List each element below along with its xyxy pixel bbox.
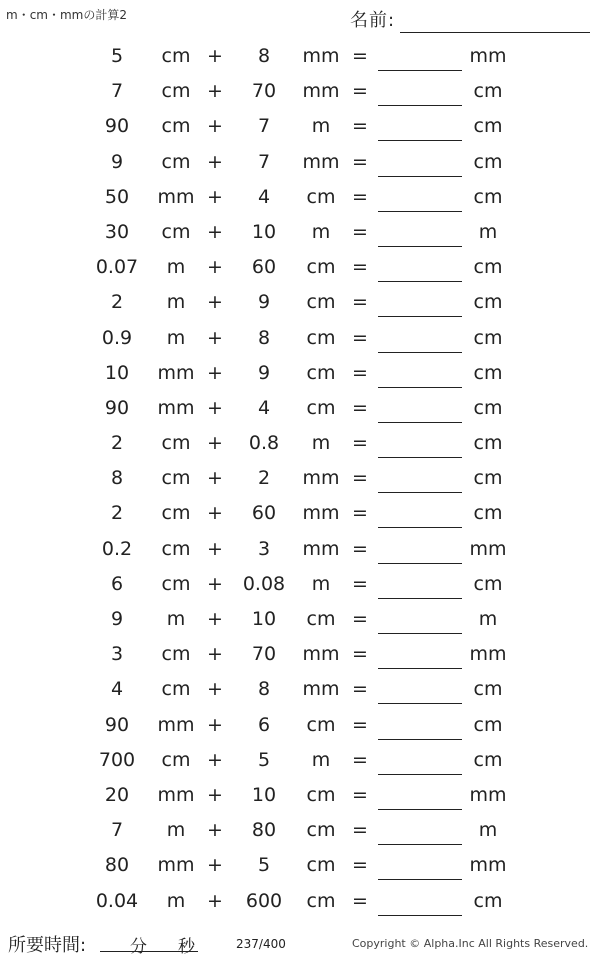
answer-blank[interactable] [378, 316, 462, 317]
problem-row [0, 251, 600, 286]
problem-row [0, 75, 600, 110]
answer-blank[interactable] [378, 809, 462, 810]
first-unit: mm [157, 783, 195, 806]
answer-unit: cm [473, 889, 503, 912]
problem-row [0, 533, 600, 568]
plus-sign: + [207, 115, 223, 138]
first-value: 30 [104, 220, 130, 243]
first-unit: cm [161, 150, 191, 173]
first-unit: cm [161, 537, 191, 560]
answer-unit: cm [473, 185, 503, 208]
answer-unit: cm [473, 467, 503, 490]
first-unit: cm [161, 115, 191, 138]
first-value: 90 [104, 115, 130, 138]
answer-blank[interactable] [378, 492, 462, 493]
second-unit: m [311, 748, 331, 771]
first-value: 0.04 [95, 889, 139, 912]
equals-sign: = [352, 502, 368, 525]
plus-sign: + [207, 783, 223, 806]
problem-row [0, 110, 600, 145]
answer-unit: cm [473, 678, 503, 701]
first-unit: mm [157, 361, 195, 384]
problem-row [0, 392, 600, 427]
answer-blank[interactable] [378, 70, 462, 71]
answer-unit: m [478, 819, 498, 842]
second-value: 0.08 [242, 572, 286, 595]
first-value: 7 [110, 819, 124, 842]
first-unit: m [166, 256, 186, 279]
equals-sign: = [352, 889, 368, 912]
second-unit: mm [302, 502, 340, 525]
answer-unit: mm [469, 45, 507, 67]
second-value: 70 [251, 643, 277, 666]
second-value: 8 [257, 326, 271, 349]
first-unit: mm [157, 185, 195, 208]
answer-unit: cm [473, 502, 503, 525]
equals-sign: = [352, 361, 368, 384]
problem-row [0, 40, 600, 75]
first-value: 90 [104, 396, 130, 419]
first-value: 2 [110, 502, 124, 525]
first-unit: cm [161, 502, 191, 525]
second-value: 4 [257, 185, 271, 208]
equals-sign: = [352, 150, 368, 173]
plus-sign: + [207, 572, 223, 595]
first-value: 50 [104, 185, 130, 208]
answer-unit: m [478, 608, 498, 630]
second-unit: m [311, 572, 331, 595]
answer-unit: cm [473, 326, 503, 349]
first-value: 4 [110, 678, 124, 701]
answer-blank[interactable] [378, 879, 462, 880]
answer-unit: cm [473, 713, 503, 736]
plus-sign: + [207, 889, 223, 912]
first-value: 20 [104, 783, 130, 806]
first-value: 80 [104, 854, 130, 877]
second-unit: cm [306, 889, 336, 912]
first-unit: m [166, 608, 186, 630]
second-value: 5 [257, 854, 271, 877]
equals-sign: = [352, 678, 368, 701]
first-unit: m [166, 326, 186, 349]
answer-blank[interactable] [378, 774, 462, 775]
second-unit: mm [302, 467, 340, 490]
name-label: 名前: [350, 10, 396, 31]
first-value: 9 [110, 150, 124, 173]
plus-sign: + [207, 361, 223, 384]
second-unit: cm [306, 326, 336, 349]
problem-row [0, 814, 600, 849]
answer-unit: m [478, 220, 498, 243]
second-unit: mm [302, 45, 340, 67]
answer-blank[interactable] [378, 281, 462, 282]
second-value: 10 [251, 783, 277, 806]
first-unit: mm [157, 396, 195, 419]
equals-sign: = [352, 220, 368, 243]
problem-row [0, 497, 600, 532]
seconds-label: 秒 [178, 937, 195, 957]
answer-blank[interactable] [378, 739, 462, 740]
plus-sign: + [207, 537, 223, 560]
answer-unit: cm [473, 256, 503, 279]
answer-unit: mm [469, 643, 507, 666]
second-unit: cm [306, 819, 336, 842]
answer-unit: cm [473, 432, 503, 455]
second-value: 8 [257, 678, 271, 701]
second-value: 60 [251, 502, 277, 525]
equals-sign: = [352, 608, 368, 630]
plus-sign: + [207, 432, 223, 455]
answer-blank[interactable] [378, 246, 462, 247]
plus-sign: + [207, 326, 223, 349]
answer-unit: cm [473, 748, 503, 771]
problem-row [0, 146, 600, 181]
answer-blank[interactable] [378, 598, 462, 599]
problem-row [0, 286, 600, 321]
first-unit: m [166, 291, 186, 314]
second-value: 10 [251, 220, 277, 243]
plus-sign: + [207, 185, 223, 208]
answer-unit: cm [473, 572, 503, 595]
answer-unit: cm [473, 80, 503, 103]
plus-sign: + [207, 220, 223, 243]
answer-blank[interactable] [378, 633, 462, 634]
answer-blank[interactable] [378, 422, 462, 423]
second-value: 7 [257, 150, 271, 173]
answer-unit: cm [473, 150, 503, 173]
second-value: 2 [257, 467, 271, 490]
second-unit: mm [302, 678, 340, 701]
plus-sign: + [207, 678, 223, 701]
first-unit: cm [161, 432, 191, 455]
plus-sign: + [207, 748, 223, 771]
first-value: 9 [110, 608, 124, 630]
first-value: 0.9 [101, 326, 133, 349]
second-unit: cm [306, 396, 336, 419]
equals-sign: = [352, 256, 368, 279]
answer-blank[interactable] [378, 563, 462, 564]
name-field[interactable] [350, 6, 590, 34]
answer-blank[interactable] [378, 176, 462, 177]
first-value: 0.07 [95, 256, 139, 279]
second-unit: mm [302, 537, 340, 560]
second-value: 80 [251, 819, 277, 842]
answer-blank[interactable] [378, 703, 462, 704]
first-unit: cm [161, 643, 191, 666]
problem-row [0, 849, 600, 884]
first-unit: cm [161, 467, 191, 490]
answer-unit: cm [473, 291, 503, 314]
problem-row [0, 709, 600, 744]
equals-sign: = [352, 819, 368, 842]
second-unit: m [311, 115, 331, 138]
plus-sign: + [207, 608, 223, 630]
plus-sign: + [207, 396, 223, 419]
second-value: 0.8 [248, 432, 280, 455]
first-value: 5 [110, 45, 124, 67]
equals-sign: = [352, 115, 368, 138]
problem-row [0, 322, 600, 357]
second-unit: mm [302, 150, 340, 173]
answer-blank[interactable] [378, 140, 462, 141]
first-unit: m [166, 889, 186, 912]
first-unit: mm [157, 854, 195, 877]
first-value: 6 [110, 572, 124, 595]
second-unit: cm [306, 361, 336, 384]
first-value: 3 [110, 643, 124, 666]
problem-list [0, 40, 600, 920]
equals-sign: = [352, 396, 368, 419]
second-value: 5 [257, 748, 271, 771]
plus-sign: + [207, 819, 223, 842]
equals-sign: = [352, 713, 368, 736]
first-value: 0.2 [101, 537, 133, 560]
problem-row [0, 885, 600, 920]
first-value: 90 [104, 713, 130, 736]
second-value: 600 [245, 889, 283, 912]
answer-unit: mm [469, 854, 507, 877]
answer-blank[interactable] [378, 387, 462, 388]
equals-sign: = [352, 80, 368, 103]
equals-sign: = [352, 643, 368, 666]
first-unit: cm [161, 572, 191, 595]
second-value: 4 [257, 396, 271, 419]
name-underline[interactable] [400, 32, 590, 33]
problem-row [0, 603, 600, 638]
answer-unit: cm [473, 396, 503, 419]
plus-sign: + [207, 467, 223, 490]
plus-sign: + [207, 45, 223, 67]
second-unit: cm [306, 713, 336, 736]
second-unit: cm [306, 185, 336, 208]
second-unit: cm [306, 291, 336, 314]
problem-row [0, 462, 600, 497]
answer-blank[interactable] [378, 527, 462, 528]
first-unit: cm [161, 45, 191, 67]
second-value: 60 [251, 256, 277, 279]
page-number: 237/400 [236, 937, 286, 951]
plus-sign: + [207, 256, 223, 279]
problem-row [0, 638, 600, 673]
equals-sign: = [352, 467, 368, 490]
equals-sign: = [352, 572, 368, 595]
problem-row [0, 744, 600, 779]
answer-blank[interactable] [378, 457, 462, 458]
second-unit: cm [306, 783, 336, 806]
answer-blank[interactable] [378, 668, 462, 669]
second-unit: m [311, 432, 331, 455]
problem-row [0, 568, 600, 603]
minutes-label: 分 [130, 937, 147, 957]
answer-blank[interactable] [378, 915, 462, 916]
answer-unit: cm [473, 115, 503, 138]
second-value: 7 [257, 115, 271, 138]
worksheet-title: m・cm・mmの計算2 [6, 8, 127, 22]
first-value: 2 [110, 432, 124, 455]
second-unit: cm [306, 854, 336, 877]
first-unit: cm [161, 220, 191, 243]
answer-unit: cm [473, 361, 503, 384]
second-unit: cm [306, 256, 336, 279]
first-unit: mm [157, 713, 195, 736]
equals-sign: = [352, 326, 368, 349]
equals-sign: = [352, 432, 368, 455]
first-value: 700 [98, 748, 136, 771]
copyright-text: Copyright © Alpha.Inc All Rights Reserved. [352, 937, 589, 950]
plus-sign: + [207, 713, 223, 736]
footer [0, 928, 600, 956]
problem-row [0, 427, 600, 462]
answer-blank[interactable] [378, 844, 462, 845]
plus-sign: + [207, 643, 223, 666]
problem-row [0, 216, 600, 251]
first-unit: cm [161, 748, 191, 771]
second-value: 8 [257, 45, 271, 67]
second-unit: mm [302, 643, 340, 666]
problem-row [0, 779, 600, 814]
plus-sign: + [207, 80, 223, 103]
answer-blank[interactable] [378, 211, 462, 212]
equals-sign: = [352, 185, 368, 208]
second-unit: cm [306, 608, 336, 630]
second-value: 9 [257, 291, 271, 314]
first-value: 7 [110, 80, 124, 103]
answer-unit: mm [469, 783, 507, 806]
second-value: 6 [257, 713, 271, 736]
problem-row [0, 673, 600, 708]
equals-sign: = [352, 748, 368, 771]
equals-sign: = [352, 291, 368, 314]
answer-blank[interactable] [378, 105, 462, 106]
equals-sign: = [352, 854, 368, 877]
plus-sign: + [207, 291, 223, 314]
plus-sign: + [207, 150, 223, 173]
second-unit: mm [302, 80, 340, 103]
second-unit: m [311, 220, 331, 243]
plus-sign: + [207, 854, 223, 877]
answer-blank[interactable] [378, 352, 462, 353]
first-unit: cm [161, 678, 191, 701]
first-unit: cm [161, 80, 191, 103]
second-value: 3 [257, 537, 271, 560]
first-unit: m [166, 819, 186, 842]
equals-sign: = [352, 45, 368, 67]
second-value: 10 [251, 608, 277, 630]
equals-sign: = [352, 783, 368, 806]
answer-unit: mm [469, 537, 507, 560]
first-value: 2 [110, 291, 124, 314]
problem-row [0, 181, 600, 216]
first-value: 10 [104, 361, 130, 384]
time-required-label: 所要時間: [8, 935, 87, 956]
second-value: 9 [257, 361, 271, 384]
first-value: 8 [110, 467, 124, 490]
equals-sign: = [352, 537, 368, 560]
second-value: 70 [251, 80, 277, 103]
plus-sign: + [207, 502, 223, 525]
problem-row [0, 357, 600, 392]
